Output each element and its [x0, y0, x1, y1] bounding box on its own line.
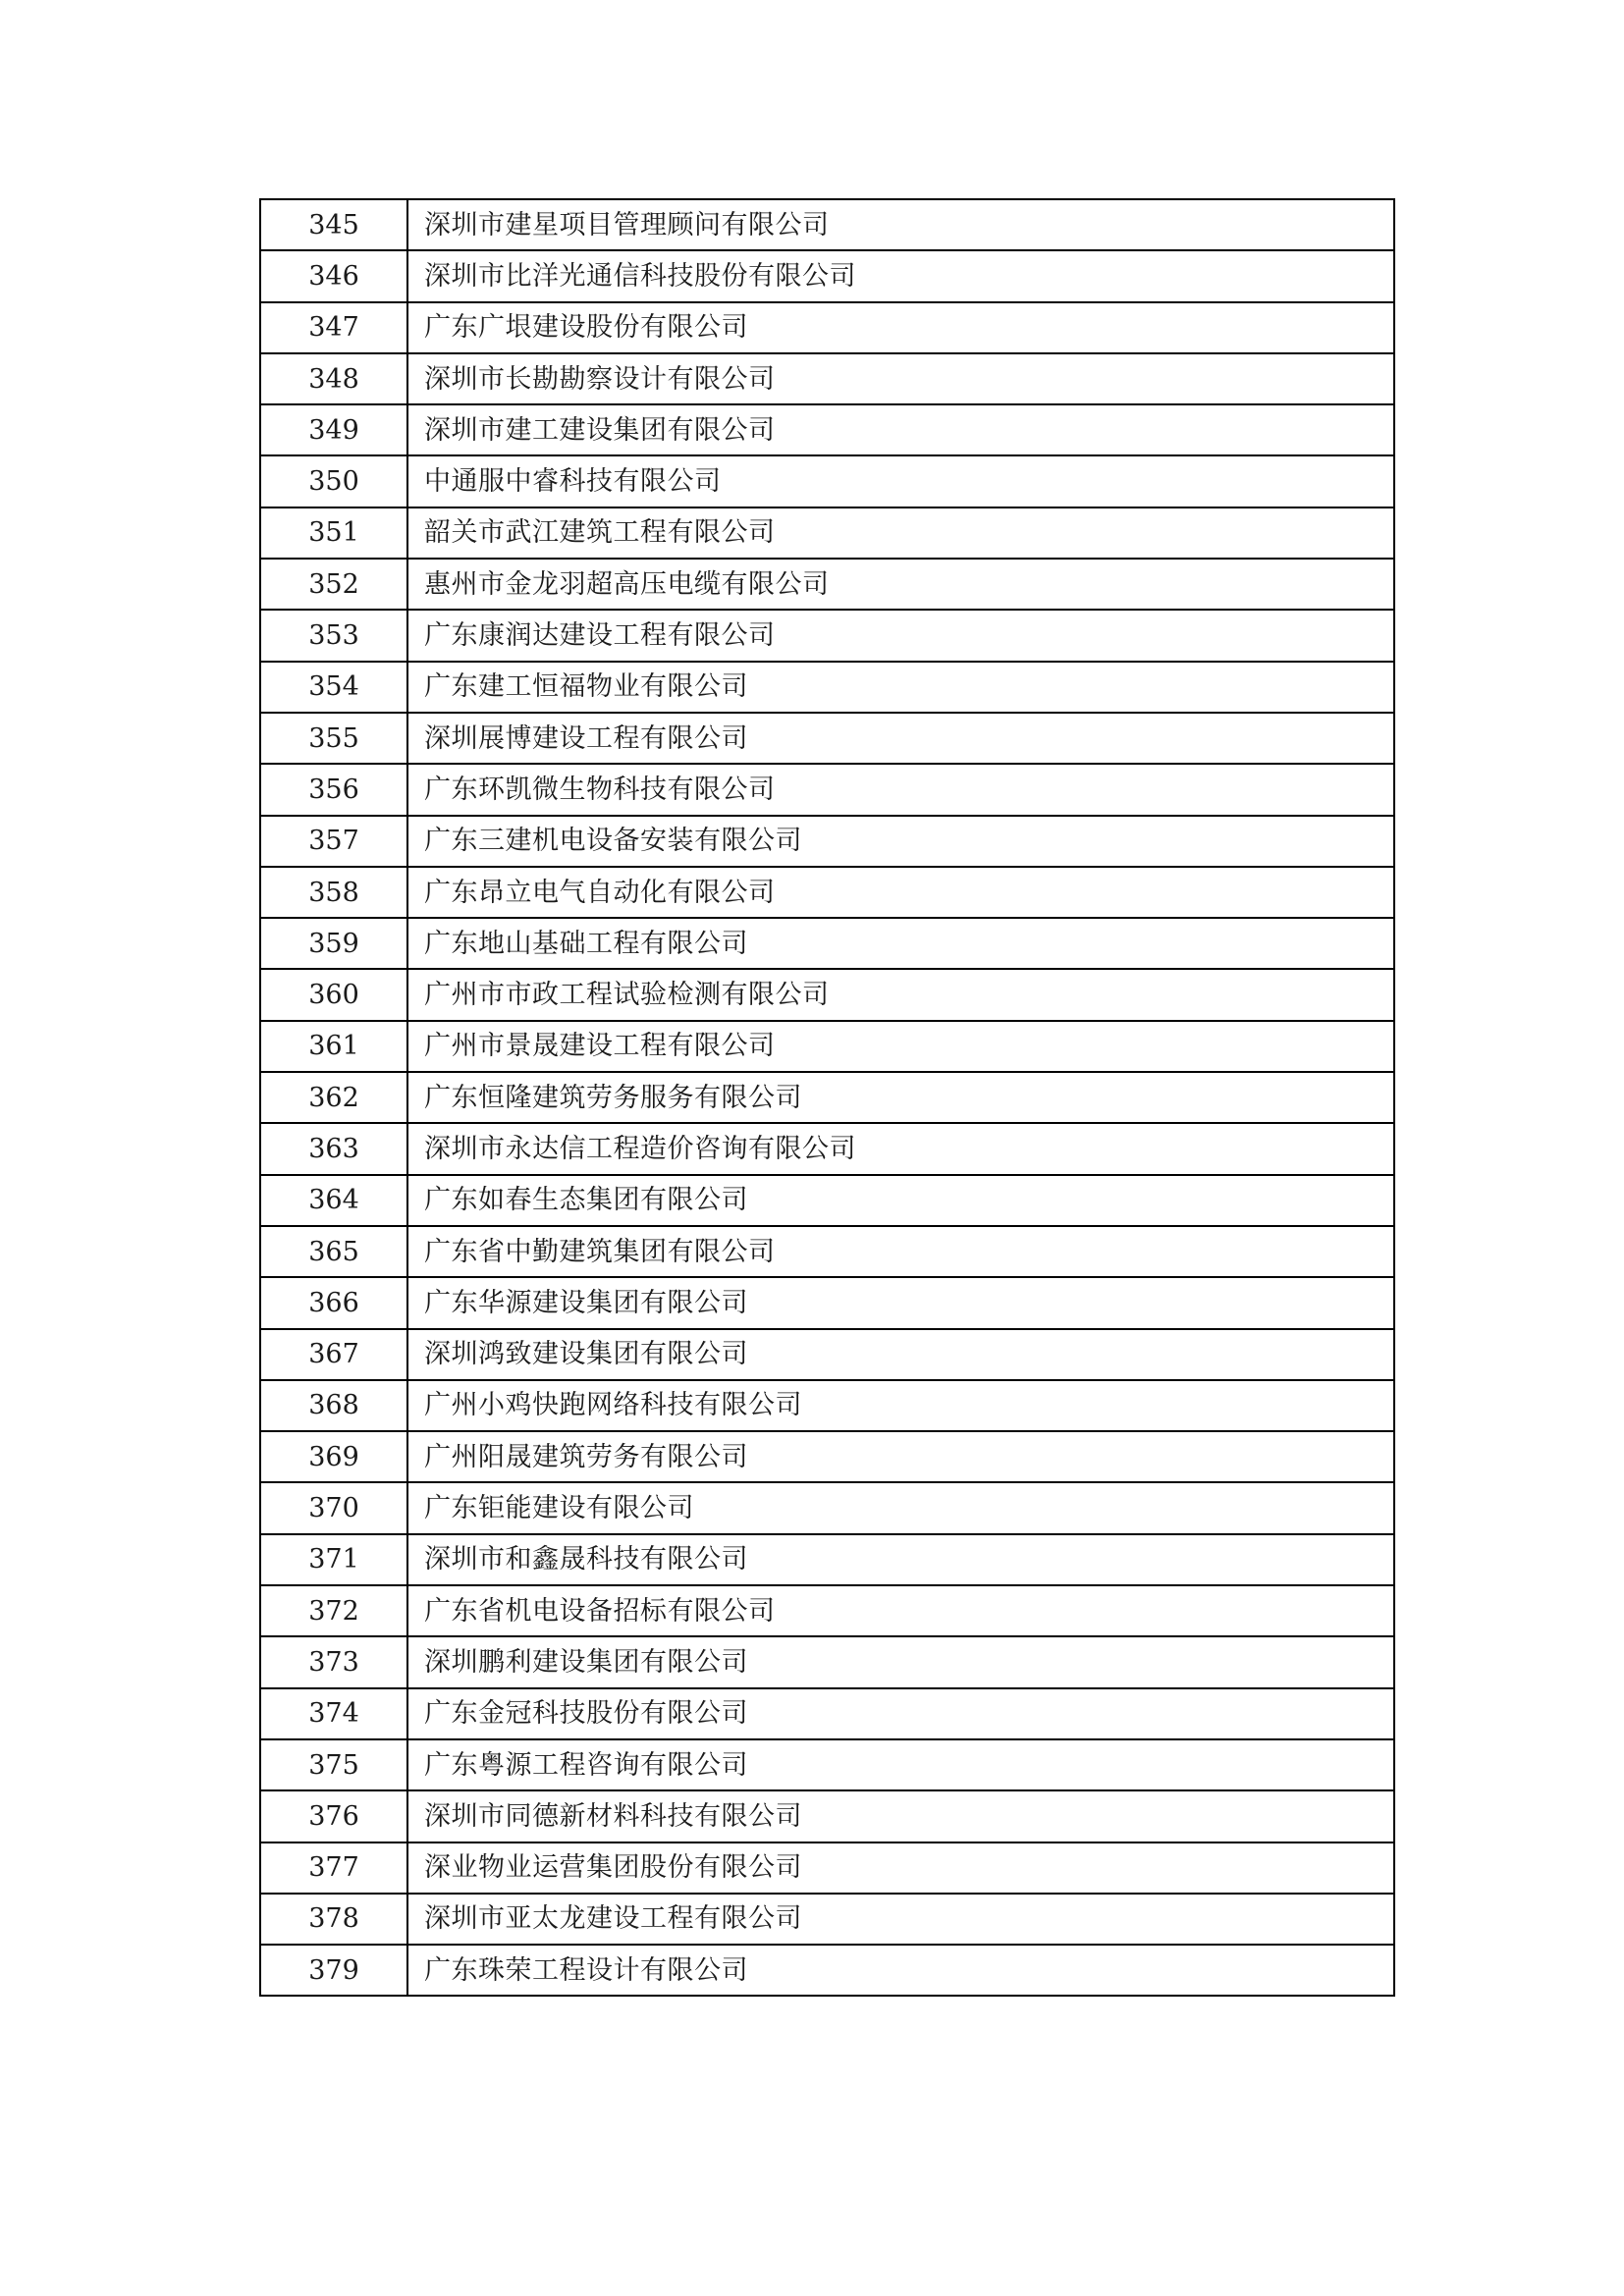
row-number: 363: [260, 1123, 407, 1174]
company-name: 广东昂立电气自动化有限公司: [407, 867, 1394, 918]
table-row: [260, 507, 1394, 559]
table-row: [260, 353, 1394, 404]
company-name: 深圳展博建设工程有限公司: [407, 713, 1394, 764]
table-row: [260, 1945, 1394, 1996]
row-number: 375: [260, 1739, 407, 1790]
row-number: 362: [260, 1072, 407, 1123]
company-name: 广州阳晟建筑劳务有限公司: [407, 1431, 1394, 1482]
company-name: 深圳市亚太龙建设工程有限公司: [407, 1894, 1394, 1945]
table-row: [260, 1329, 1394, 1380]
company-name: 深圳市比洋光通信科技股份有限公司: [407, 250, 1394, 301]
company-name: 深圳市建星项目管理顾问有限公司: [407, 199, 1394, 250]
row-number: 365: [260, 1226, 407, 1277]
company-name: 广东省中勤建筑集团有限公司: [407, 1226, 1394, 1277]
row-number: 346: [260, 250, 407, 301]
table-row: [260, 302, 1394, 353]
company-name: 广东如春生态集团有限公司: [407, 1175, 1394, 1226]
row-number: 347: [260, 302, 407, 353]
company-list-body: [260, 199, 1394, 1996]
company-name: 广东金冠科技股份有限公司: [407, 1688, 1394, 1739]
table-row: [260, 1175, 1394, 1226]
company-name: 广州市市政工程试验检测有限公司: [407, 969, 1394, 1020]
row-number: 367: [260, 1329, 407, 1380]
table-row: [260, 199, 1394, 250]
table-row: [260, 250, 1394, 301]
row-number: 377: [260, 1842, 407, 1894]
row-number: 372: [260, 1585, 407, 1636]
row-number: 371: [260, 1534, 407, 1585]
row-number: 353: [260, 610, 407, 661]
table-row: [260, 610, 1394, 661]
row-number: 356: [260, 764, 407, 815]
table-row: [260, 1072, 1394, 1123]
company-name: 广东建工恒福物业有限公司: [407, 662, 1394, 713]
table-row: [260, 1790, 1394, 1842]
company-name: 广东广垠建设股份有限公司: [407, 302, 1394, 353]
row-number: 378: [260, 1894, 407, 1945]
company-name: 广东粤源工程咨询有限公司: [407, 1739, 1394, 1790]
table-row: [260, 713, 1394, 764]
table-row: [260, 1636, 1394, 1687]
company-name: 广东三建机电设备安装有限公司: [407, 816, 1394, 867]
company-name: 深圳市和鑫晟科技有限公司: [407, 1534, 1394, 1585]
company-name: 广东华源建设集团有限公司: [407, 1277, 1394, 1328]
row-number: 373: [260, 1636, 407, 1687]
company-name: 广东省机电设备招标有限公司: [407, 1585, 1394, 1636]
table-row: [260, 1380, 1394, 1431]
table-row: [260, 816, 1394, 867]
row-number: 376: [260, 1790, 407, 1842]
company-name: 广东恒隆建筑劳务服务有限公司: [407, 1072, 1394, 1123]
table-row: [260, 1585, 1394, 1636]
company-name: 广东地山基础工程有限公司: [407, 918, 1394, 969]
company-name: 深圳市永达信工程造价咨询有限公司: [407, 1123, 1394, 1174]
row-number: 368: [260, 1380, 407, 1431]
table-row: [260, 1021, 1394, 1072]
table-row: [260, 1277, 1394, 1328]
table-row: [260, 1123, 1394, 1174]
row-number: 357: [260, 816, 407, 867]
row-number: 358: [260, 867, 407, 918]
table-row: [260, 1226, 1394, 1277]
row-number: 360: [260, 969, 407, 1020]
row-number: 355: [260, 713, 407, 764]
company-name: 广东珠荣工程设计有限公司: [407, 1945, 1394, 1996]
row-number: 366: [260, 1277, 407, 1328]
row-number: 374: [260, 1688, 407, 1739]
company-name: 深业物业运营集团股份有限公司: [407, 1842, 1394, 1894]
table-row: [260, 559, 1394, 610]
row-number: 349: [260, 404, 407, 455]
company-name: 广东环凯微生物科技有限公司: [407, 764, 1394, 815]
table-row: [260, 455, 1394, 507]
company-name: 深圳市同德新材料科技有限公司: [407, 1790, 1394, 1842]
table-row: [260, 918, 1394, 969]
row-number: 364: [260, 1175, 407, 1226]
company-name: 深圳鹏利建设集团有限公司: [407, 1636, 1394, 1687]
company-name: 中通服中睿科技有限公司: [407, 455, 1394, 507]
company-name: 韶关市武江建筑工程有限公司: [407, 507, 1394, 559]
row-number: 379: [260, 1945, 407, 1996]
row-number: 348: [260, 353, 407, 404]
company-name: 深圳市建工建设集团有限公司: [407, 404, 1394, 455]
company-name: 惠州市金龙羽超高压电缆有限公司: [407, 559, 1394, 610]
table-row: [260, 969, 1394, 1020]
company-name: 广东康润达建设工程有限公司: [407, 610, 1394, 661]
table-row: [260, 1894, 1394, 1945]
table-row: [260, 1842, 1394, 1894]
row-number: 352: [260, 559, 407, 610]
row-number: 361: [260, 1021, 407, 1072]
table-row: [260, 662, 1394, 713]
company-name: 深圳市长勘勘察设计有限公司: [407, 353, 1394, 404]
table-row: [260, 1739, 1394, 1790]
row-number: 359: [260, 918, 407, 969]
table-row: [260, 1534, 1394, 1585]
row-number: 345: [260, 199, 407, 250]
table-row: [260, 764, 1394, 815]
table-row: [260, 867, 1394, 918]
table-row: [260, 1482, 1394, 1533]
company-list-table: [259, 198, 1395, 1997]
company-name: 广州小鸡快跑网络科技有限公司: [407, 1380, 1394, 1431]
company-name: 广州市景晟建设工程有限公司: [407, 1021, 1394, 1072]
table-row: [260, 404, 1394, 455]
table-row: [260, 1688, 1394, 1739]
row-number: 350: [260, 455, 407, 507]
company-name: 深圳鸿致建设集团有限公司: [407, 1329, 1394, 1380]
company-name: 广东钜能建设有限公司: [407, 1482, 1394, 1533]
row-number: 369: [260, 1431, 407, 1482]
row-number: 370: [260, 1482, 407, 1533]
row-number: 354: [260, 662, 407, 713]
row-number: 351: [260, 507, 407, 559]
table-row: [260, 1431, 1394, 1482]
